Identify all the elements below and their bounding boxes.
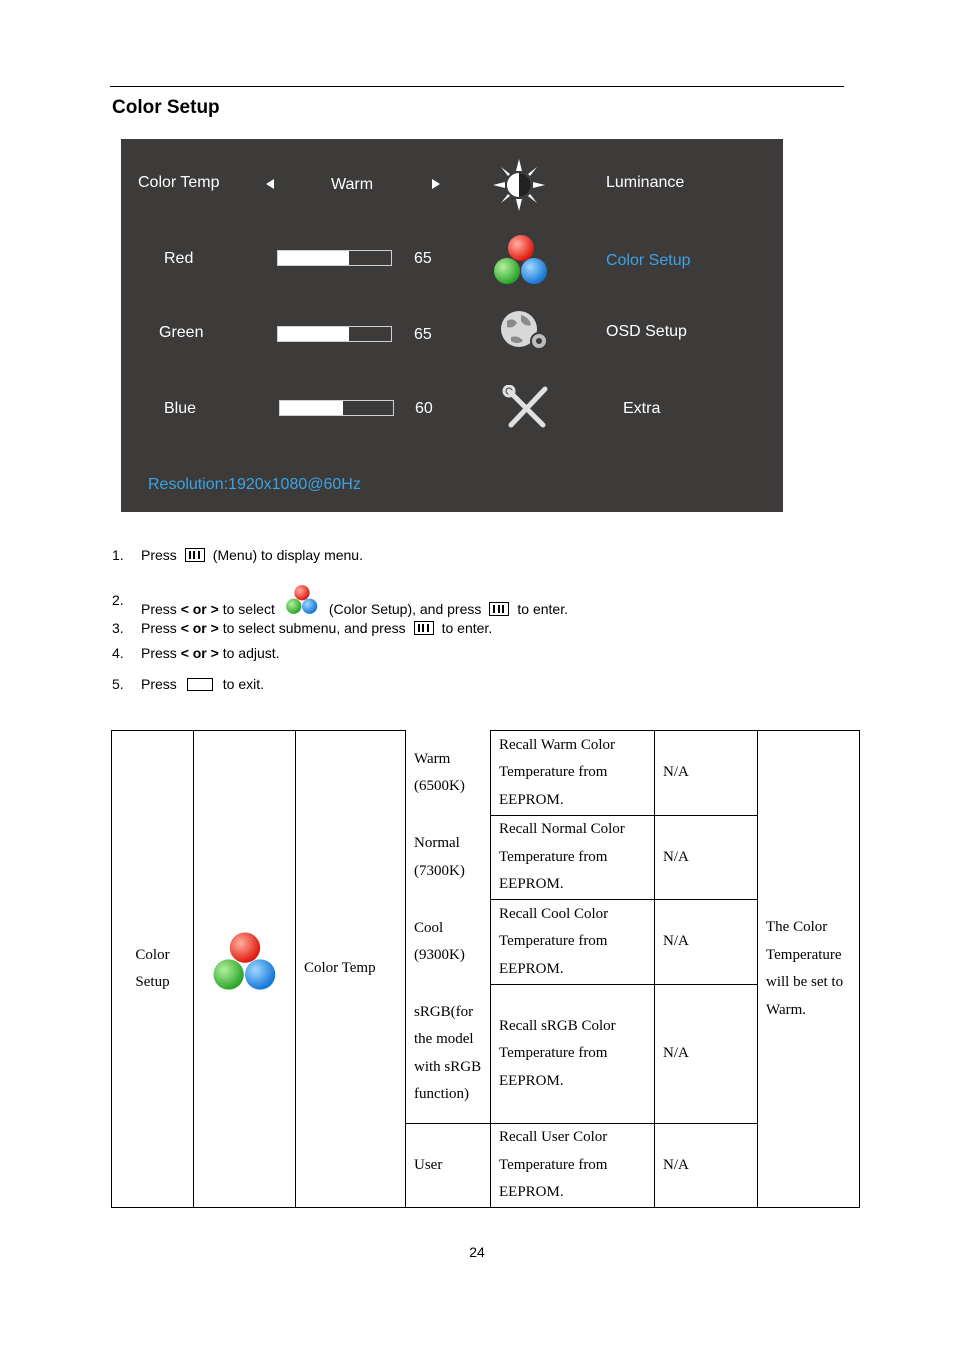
option-name: User bbox=[406, 1124, 491, 1208]
option-value: N/A bbox=[655, 731, 758, 816]
color-setup-icon bbox=[210, 930, 280, 998]
option-name: Cool (9300K) bbox=[406, 900, 491, 985]
option-value: N/A bbox=[655, 816, 758, 900]
color-setup-icon bbox=[283, 584, 321, 618]
menu-extra[interactable]: Extra bbox=[623, 400, 661, 417]
option-name: sRGB(for the model with sRGB function) bbox=[406, 985, 491, 1124]
color-setup-icon[interactable] bbox=[491, 233, 551, 291]
option-name: Warm (6500K) bbox=[406, 731, 491, 816]
color-temp-label: Color Temp bbox=[138, 174, 220, 191]
option-desc: Recall User Color Temperature from EEPROM. bbox=[491, 1124, 655, 1208]
luminance-sun-icon[interactable] bbox=[491, 157, 547, 213]
section-title: Color Setup bbox=[112, 97, 220, 118]
option-desc: Recall Normal Color Temperature from EEPROM. bbox=[491, 816, 655, 900]
red-slider[interactable] bbox=[277, 250, 392, 266]
exit-button-icon bbox=[187, 678, 213, 691]
table-cell-category: Color Setup bbox=[112, 731, 194, 1208]
green-label: Green bbox=[159, 324, 204, 341]
blue-slider[interactable] bbox=[279, 400, 394, 416]
header-rule bbox=[110, 86, 844, 87]
settings-table bbox=[111, 730, 860, 1208]
option-value: N/A bbox=[655, 985, 758, 1124]
menu-button-icon bbox=[414, 621, 434, 635]
green-slider-fill bbox=[278, 327, 349, 341]
menu-color-setup[interactable]: Color Setup bbox=[606, 252, 691, 269]
blue-value: 60 bbox=[415, 400, 433, 417]
option-value: N/A bbox=[655, 900, 758, 985]
extra-tools-icon[interactable] bbox=[501, 385, 551, 431]
osd-setup-globe-gear-icon[interactable] bbox=[499, 309, 553, 355]
red-label: Red bbox=[164, 250, 194, 267]
blue-slider-fill bbox=[280, 401, 343, 415]
menu-button-icon bbox=[489, 602, 509, 616]
table-cell-item: Color Temp bbox=[296, 731, 406, 1208]
option-value: N/A bbox=[655, 1124, 758, 1208]
green-slider[interactable] bbox=[277, 326, 392, 342]
left-arrow-icon[interactable] bbox=[266, 179, 274, 189]
right-arrow-icon[interactable] bbox=[432, 179, 440, 189]
option-desc: Recall sRGB Color Temperature from EEPROM. bbox=[491, 985, 655, 1124]
page-number: 24 bbox=[469, 1244, 485, 1260]
table-cell-icon bbox=[194, 731, 296, 1208]
resolution-text: Resolution:1920x1080@60Hz bbox=[148, 476, 361, 493]
table-cell-note: The Color Temperature will be set to Warm. bbox=[758, 731, 860, 1208]
blue-label: Blue bbox=[164, 400, 197, 417]
menu-osd-setup[interactable]: OSD Setup bbox=[606, 323, 687, 340]
menu-button-icon bbox=[185, 548, 205, 562]
green-value: 65 bbox=[414, 326, 432, 343]
color-temp-value: Warm bbox=[331, 176, 374, 193]
option-desc: Recall Cool Color Temperature from EEPROM. bbox=[491, 900, 655, 985]
red-value: 65 bbox=[414, 250, 432, 267]
red-slider-fill bbox=[278, 251, 349, 265]
option-desc: Recall Warm Color Temperature from EEPROM. bbox=[491, 731, 655, 816]
menu-luminance[interactable]: Luminance bbox=[606, 174, 685, 191]
osd-panel bbox=[121, 139, 783, 512]
option-name: Normal (7300K) bbox=[406, 816, 491, 900]
